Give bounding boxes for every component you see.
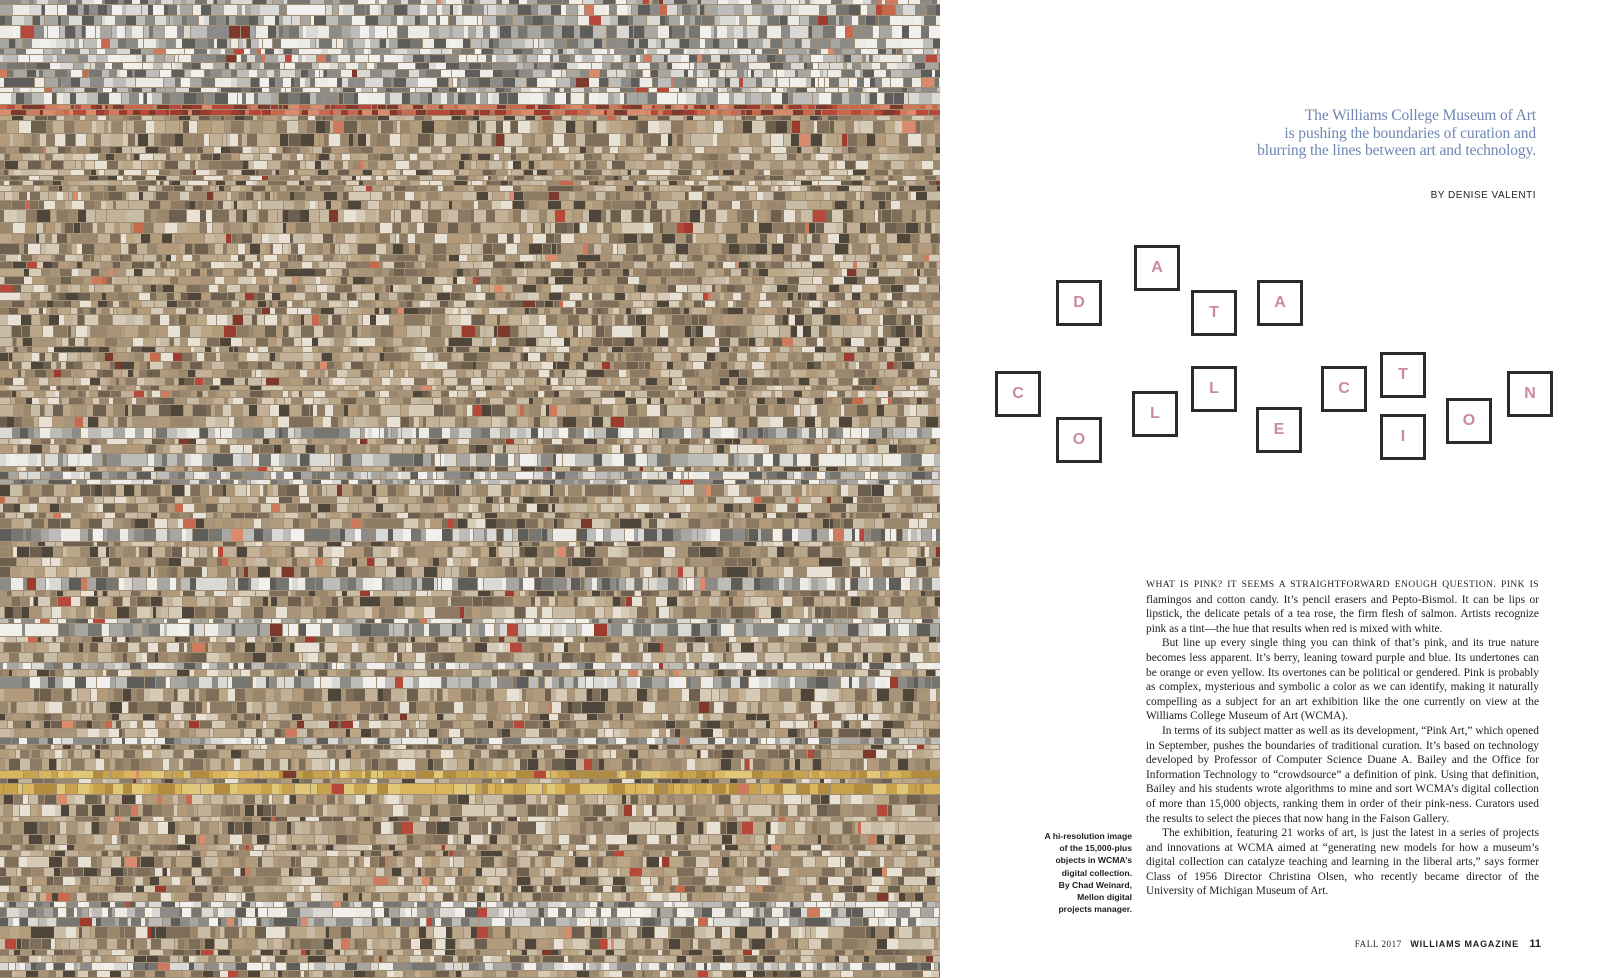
- paragraph-lead: [1146, 577, 1539, 636]
- paragraph: But line up every single thing you can think of that’s pink, and its true nature becomes less apparent. It’s berry, leaning toward purple and blue. Its undertones can be orange or even yellow. Its overtones can be political or gendered. Pink is probably as complex, mysterious and symbolic a color as we can identify, making it naturally compelling as a subject for an art exhibition like the one currently on view at the Williams College Museum of Art (WCMA).: [1146, 637, 1539, 723]
- article-body: [1146, 577, 1539, 899]
- byline: BY DENISE VALENTI: [1430, 190, 1536, 201]
- title-tile: E: [1256, 407, 1302, 453]
- caption-line: Mellon digital: [1077, 892, 1132, 903]
- paragraph: In terms of its subject matter as well as its development, “Pink Art,” which opened in September, pushes the boundaries of traditional curation. It’s based on technology developed by Professor of Computer Science Duane A. Bailey and the Office for Information Technology to “crowdsource” a definition of pink. Using that definition, Bailey and his students wrote algorithms to mine and sort WCMA’s digital collection of more than 15,000 objects, ranking them in order of their pink-ness. Curators used the results to select the pieces that now hang in the Faison Gallery.: [1146, 724, 1539, 825]
- page-footer: [1355, 934, 1541, 952]
- caption-line: objects in WCMA’s: [1055, 855, 1132, 866]
- caption-line: of the 15,000-plus: [1059, 843, 1132, 854]
- paragraph: The exhibition, featuring 21 works of art, is just the latest in a series of projects and innovations at WCMA aimed at “generating new models for how a museum’s digital collection can catalyze teaching and learning in the liberal arts,” says former Class of 1956 Director Christina Olsen, who recently became director of the University of Michigan Museum of Art.: [1146, 827, 1539, 898]
- title-tile: A: [1134, 245, 1180, 291]
- caption-line: digital collection.: [1061, 867, 1132, 878]
- footer-season: FALL 2017: [1354, 939, 1402, 949]
- title-tile: L: [1132, 391, 1178, 437]
- deck-line: The Williams College Museum of Art: [1304, 107, 1536, 124]
- title-tile: N: [1507, 371, 1553, 417]
- caption-line: By Chad Weinard,: [1058, 879, 1132, 890]
- title-tile: T: [1380, 352, 1426, 398]
- photo-caption: [1028, 830, 1132, 915]
- caption-line: projects manager.: [1058, 904, 1132, 915]
- caption-line: A hi-resolution image: [1044, 831, 1132, 841]
- title-tile: C: [1321, 366, 1367, 412]
- title-tile: D: [1056, 280, 1102, 326]
- title-tile: L: [1191, 366, 1237, 412]
- title-tile: T: [1191, 290, 1237, 336]
- page-number: 11: [1529, 938, 1541, 950]
- title-tile: I: [1380, 414, 1426, 460]
- deck-line: is pushing the boundaries of curation and: [1284, 124, 1536, 142]
- deck-line: blurring the lines between art and technology.: [1257, 142, 1536, 159]
- deck-subtitle: [1116, 107, 1536, 160]
- title-tile: O: [1446, 398, 1492, 444]
- title-tile: A: [1257, 280, 1303, 326]
- footer-magazine: WILLIAMS MAGAZINE: [1410, 939, 1519, 949]
- lead-smallcaps: WHAT IS PINK? IT SEEMS A STRAIGHTFORWARD ENOUGH QUESTION. PINK IS: [1146, 579, 1539, 590]
- title-tile: O: [1056, 417, 1102, 463]
- paragraph-text: flamingos and cotton candy. It’s pencil erasers and Pepto-Bismol. It can be lips or lipstick, the delicate petals of a tea rose, the firm flesh of salmon. Artists recognize pink as a tint—the hue that results when red is mixed with white.: [1146, 593, 1539, 635]
- title-tile: C: [995, 371, 1041, 417]
